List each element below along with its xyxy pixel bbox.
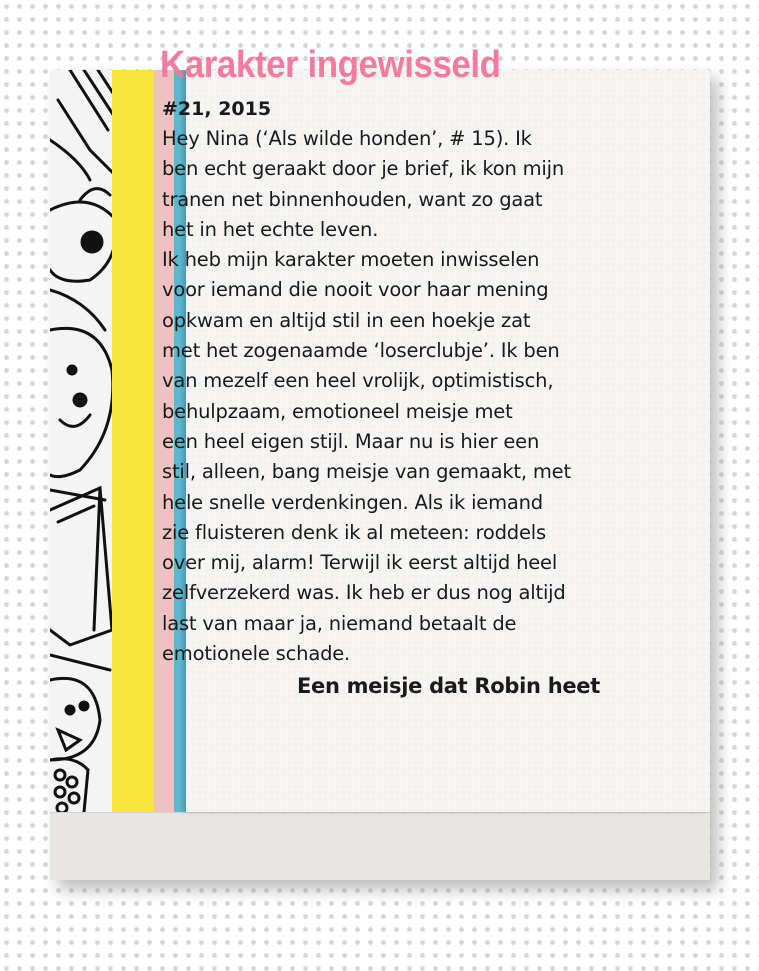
letter-line: zie fluisteren denk ik al meteen: roddels <box>162 520 546 544</box>
letter-line: hele snelle verdenkingen. Als ik iemand <box>162 490 543 514</box>
line-drawing-illustration <box>50 70 120 812</box>
letter-line: tranen net binnenhouden, want zo gaat <box>162 187 543 211</box>
smiling-pot-icon <box>50 328 113 500</box>
letter-line: over mij, alarm! Terwijl ik eerst altijd heel <box>162 551 558 575</box>
teapot-icon <box>50 189 116 330</box>
face-icon <box>50 678 100 760</box>
yellow-page-tab <box>112 70 154 812</box>
letter-line: van mezelf een heel vrolijk, optimistisch, <box>162 369 554 393</box>
letter-line: met het zogenaamde ‘loserclubje’. Ik ben <box>162 339 560 363</box>
letter-line: een heel eigen stijl. Maar nu is hier een <box>162 429 540 453</box>
issue-reference: #21, 2015 <box>162 98 272 120</box>
fork-icon <box>50 70 120 180</box>
letter-line: behulpzaam, emotioneel meisje met <box>162 399 513 423</box>
letter-body <box>162 124 607 669</box>
letter-line: Ik heb mijn karakter moeten inwisselen <box>162 248 540 272</box>
letter-line: last van maar ja, niemand betaalt de <box>162 611 517 635</box>
cup-icon <box>50 759 88 812</box>
letter-line: ben echt geraakt door je brief, ik kon mijn <box>162 157 565 181</box>
illustrated-page-edge <box>50 70 120 812</box>
book-edge <box>50 812 710 880</box>
letter-line: opkwam en altijd stil in een hoekje zat <box>162 308 531 332</box>
letter-line: Hey Nina (‘Als wilde honden’, # 15). Ik <box>162 127 532 150</box>
letter-line: het in het echte leven. <box>162 217 379 241</box>
letter-title: Karakter ingewisseld <box>160 44 501 86</box>
letter-line: zelfverzekerd was. Ik heb er dus nog altijd <box>162 581 566 605</box>
book-icon <box>50 488 112 670</box>
letter-line: emotionele schade. <box>162 642 351 666</box>
letter-line: stil, alleen, bang meisje van gemaakt, met <box>162 460 571 484</box>
letter-signature: Een meisje dat Robin heet <box>296 674 600 698</box>
letter-line: voor iemand die nooit voor haar mening <box>162 278 549 302</box>
